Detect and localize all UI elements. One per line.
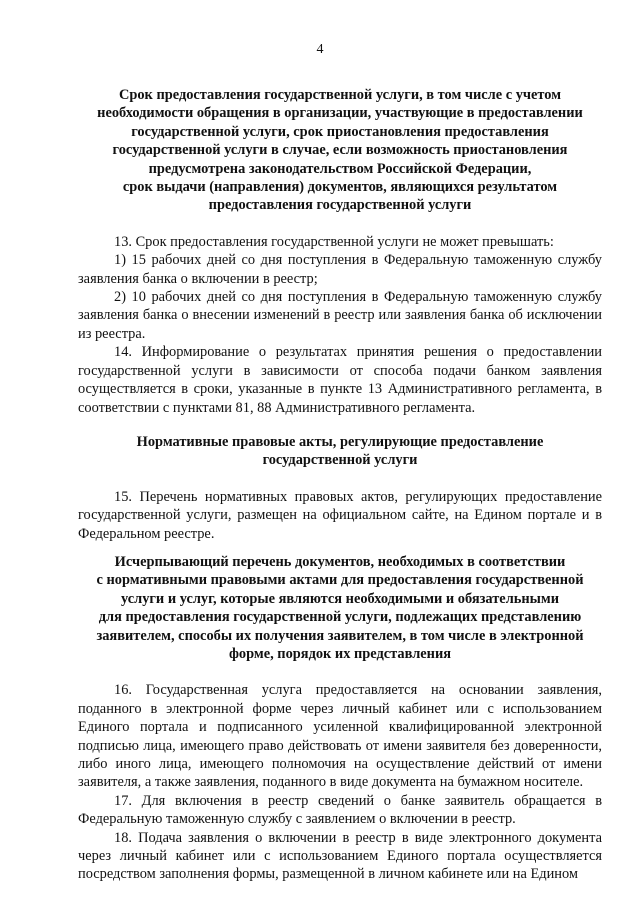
heading-line: срок выдачи (направления) документов, являющихся результатом — [122, 179, 558, 196]
paragraph-15: 15. Перечень нормативных правовых актов, регулирующих предоставление государственной услуги, размещен на официальном сайте, на Едином портале и в Федеральном реестре. — [78, 488, 602, 542]
heading-line: государственной услуги, срок приостановления предоставления — [131, 123, 549, 140]
heading-line: необходимости обращения в организации, участвующие в предоставлении — [97, 105, 583, 122]
section-heading-documents — [78, 553, 602, 663]
heading-line: с нормативными правовыми актами для предоставления государственной — [96, 572, 584, 589]
paragraph-13-item-2: 2) 10 рабочих дней со дня поступления в Федеральную таможенную службу заявления банка о внесении изменений в реестр или заявления банка об исключении из реестра. — [78, 289, 602, 342]
section-heading-legal-acts — [78, 433, 602, 470]
heading-line: услуги и услуг, которые являются необходимыми и обязательными — [120, 590, 559, 607]
paragraph-13: 13. Срок предоставления государственной услуги не может превышать: — [114, 233, 554, 250]
paragraph-14: 14. Информирование о результатах принятия решения о предоставлении государственной услуги в зависимости от способа подачи банком заявления осуществляется в сроки, указанные в пункте 13 Административного регламента, в соответствии с пунктами 81, 88 Административного регламента. — [78, 344, 602, 416]
paragraph-16: 16. Государственная услуга предоставляется на основании заявления, поданного в электронной форме через личный кабинет или с использованием Единого портала и подписанного усиленной квалифицированной электронной подписью лица, имеющего право действовать от имени заявителя без доверенности, либо иного лица, имеющего полномочия на осуществление действий от имени заявителя, а также заявления, поданного в виде документа на бумажном носителе. — [78, 682, 602, 791]
heading-line: форме, порядок их представления — [228, 645, 452, 662]
page-number: 4 — [316, 42, 324, 57]
heading-line: Исчерпывающий перечень документов, необходимых в соответствии — [114, 553, 566, 570]
heading-line: Срок предоставления государственной услуги, в том числе с учетом — [118, 87, 562, 103]
paragraph-13-item-1: 1) 15 рабочих дней со дня поступления в Федеральную таможенную службу заявления банка о включении в реестр; — [78, 252, 602, 287]
document-body — [78, 86, 602, 884]
heading-line: государственной услуги в случае, если возможность приостановления — [112, 142, 568, 159]
heading-line: заявителем, способы их получения заявителем, в том числе в электронной — [96, 627, 584, 644]
paragraph-17: 17. Для включения в реестр сведений о банке заявитель обращается в Федеральную таможенную службу с заявлением о включении в реестр. — [78, 792, 602, 828]
heading-line: для предоставления государственной услуги, подлежащих представлению — [98, 609, 582, 626]
heading-line: предоставления государственной услуги — [208, 197, 472, 214]
paragraph-18: 18. Подача заявления о включении в реестр в виде электронного документа через личный кабинет или с использованием Единого портала осуществляется посредством заполнения формы, размещенной в личном кабинете или на Едином — [78, 829, 602, 883]
heading-line: Нормативные правовые акты, регулирующие предоставление — [136, 433, 544, 450]
section-heading-term — [78, 86, 602, 215]
heading-line: государственной услуги — [262, 452, 418, 469]
heading-line: предусмотрена законодательством Российской Федерации, — [148, 160, 532, 177]
